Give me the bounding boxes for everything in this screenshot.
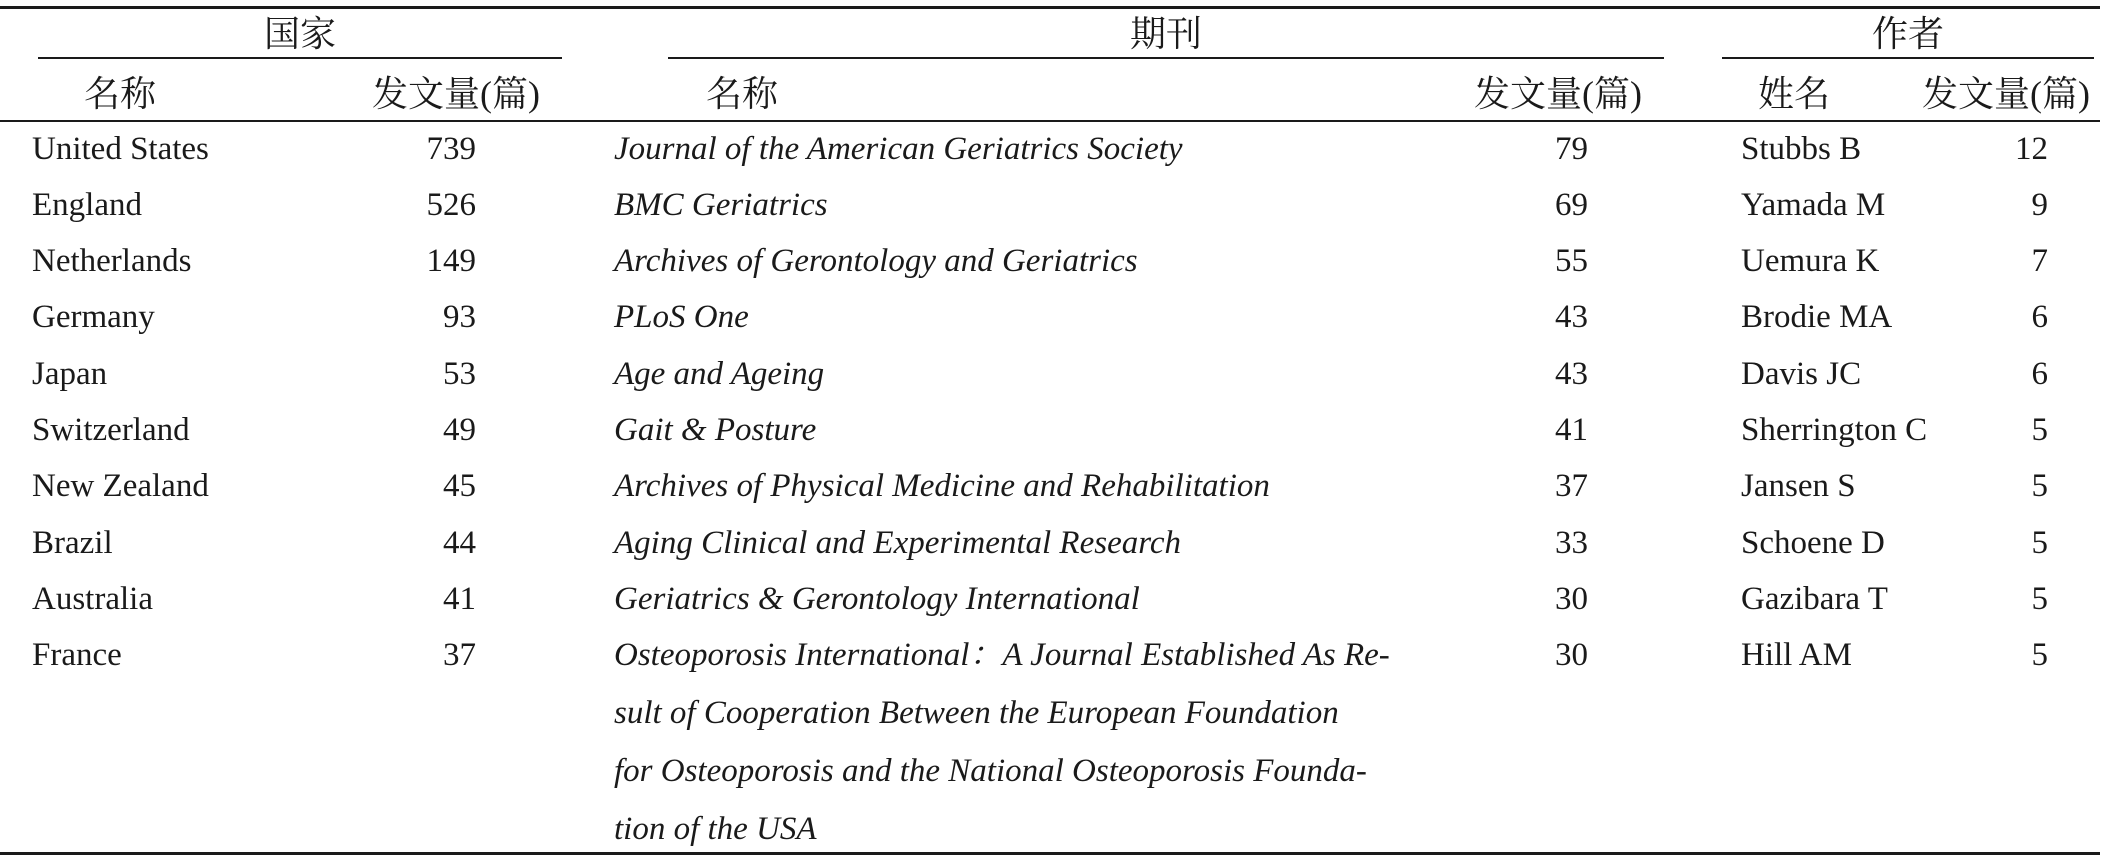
country-name-cell: United States <box>32 131 209 167</box>
journal-name-line: Osteoporosis International：A Journal Established As Re- <box>614 637 1390 673</box>
journal-name-line: Journal of the American Geriatrics Society <box>614 131 1183 167</box>
journal-count-cell: 43 <box>1555 299 1588 335</box>
column-header-journal-count: 发文量(篇) <box>1474 74 1642 114</box>
group-header-country: 国家 <box>263 14 336 54</box>
country-name-cell: Netherlands <box>32 243 192 279</box>
author-count-cell: 5 <box>2031 637 2048 673</box>
journal-count-cell: 43 <box>1555 356 1588 392</box>
country-name-cell: New Zealand <box>32 468 209 504</box>
group-rule-author <box>1722 57 2094 59</box>
country-count-cell: 149 <box>426 243 476 279</box>
country-name-cell: England <box>32 187 142 223</box>
author-name-cell: Davis JC <box>1741 356 1862 392</box>
author-count-cell: 5 <box>2031 581 2048 617</box>
group-rule-journal <box>668 57 1664 59</box>
author-name-cell: Yamada M <box>1741 187 1886 223</box>
country-count-cell: 45 <box>443 468 476 504</box>
journal-name-line: Geriatrics & Gerontology International <box>614 581 1140 617</box>
author-name-cell: Jansen S <box>1741 468 1856 504</box>
column-header-country-name: 名称 <box>84 74 157 114</box>
author-count-cell: 5 <box>2031 525 2048 561</box>
journal-count-cell: 30 <box>1555 637 1588 673</box>
author-count-cell: 9 <box>2031 187 2048 223</box>
country-name-cell: France <box>32 637 122 673</box>
journal-count-cell: 79 <box>1555 131 1588 167</box>
author-name-cell: Brodie MA <box>1741 299 1893 335</box>
country-name-cell: Switzerland <box>32 412 190 448</box>
group-header-journal: 期刊 <box>1129 14 1202 54</box>
author-name-cell: Uemura K <box>1741 243 1880 279</box>
author-count-cell: 5 <box>2031 468 2048 504</box>
journal-name-line: Archives of Gerontology and Geriatrics <box>614 243 1138 279</box>
journal-name-line: for Osteoporosis and the National Osteoporosis Founda- <box>614 753 1367 789</box>
journal-count-cell: 33 <box>1555 525 1588 561</box>
author-name-cell: Gazibara T <box>1741 581 1888 617</box>
journal-count-cell: 55 <box>1555 243 1588 279</box>
author-count-cell: 12 <box>2015 131 2048 167</box>
author-count-cell: 7 <box>2031 243 2048 279</box>
journal-count-cell: 41 <box>1555 412 1588 448</box>
country-count-cell: 49 <box>443 412 476 448</box>
column-header-journal-name: 名称 <box>706 74 779 114</box>
country-name-cell: Brazil <box>32 525 113 561</box>
group-header-author: 作者 <box>1871 14 1944 54</box>
country-count-cell: 93 <box>443 299 476 335</box>
group-rule-country <box>38 57 562 59</box>
journal-name-line: BMC Geriatrics <box>614 187 828 223</box>
author-name-cell: Stubbs B <box>1741 131 1862 167</box>
journal-name-line: PLoS One <box>614 299 749 335</box>
country-count-cell: 53 <box>443 356 476 392</box>
column-header-author-name: 姓名 <box>1758 74 1831 114</box>
column-header-author-count: 发文量(篇) <box>1922 74 2090 114</box>
journal-name-line: Gait & Posture <box>614 412 817 448</box>
author-count-cell: 6 <box>2031 356 2048 392</box>
country-count-cell: 41 <box>443 581 476 617</box>
author-name-cell: Hill AM <box>1741 637 1852 673</box>
journal-name-line: tion of the USA <box>614 811 817 847</box>
journal-name-line: sult of Cooperation Between the European Foundation <box>614 695 1339 731</box>
journal-name-line: Aging Clinical and Experimental Research <box>614 525 1181 561</box>
country-count-cell: 37 <box>443 637 476 673</box>
bottom-rule <box>0 852 2100 855</box>
journal-name-line: Age and Ageing <box>614 356 825 392</box>
journal-count-cell: 30 <box>1555 581 1588 617</box>
author-name-cell: Sherrington C <box>1741 412 1928 448</box>
country-count-cell: 739 <box>426 131 476 167</box>
header-rule <box>0 120 2100 122</box>
journal-count-cell: 69 <box>1555 187 1588 223</box>
column-header-country-count: 发文量(篇) <box>372 74 540 114</box>
journal-count-cell: 37 <box>1555 468 1588 504</box>
country-name-cell: Japan <box>32 356 108 392</box>
top-rule <box>0 6 2100 9</box>
author-count-cell: 6 <box>2031 299 2048 335</box>
journal-name-line: Archives of Physical Medicine and Rehabilitation <box>614 468 1270 504</box>
author-name-cell: Schoene D <box>1741 525 1885 561</box>
country-count-cell: 44 <box>443 525 476 561</box>
author-count-cell: 5 <box>2031 412 2048 448</box>
country-name-cell: Germany <box>32 299 155 335</box>
country-count-cell: 526 <box>426 187 476 223</box>
country-name-cell: Australia <box>32 581 153 617</box>
